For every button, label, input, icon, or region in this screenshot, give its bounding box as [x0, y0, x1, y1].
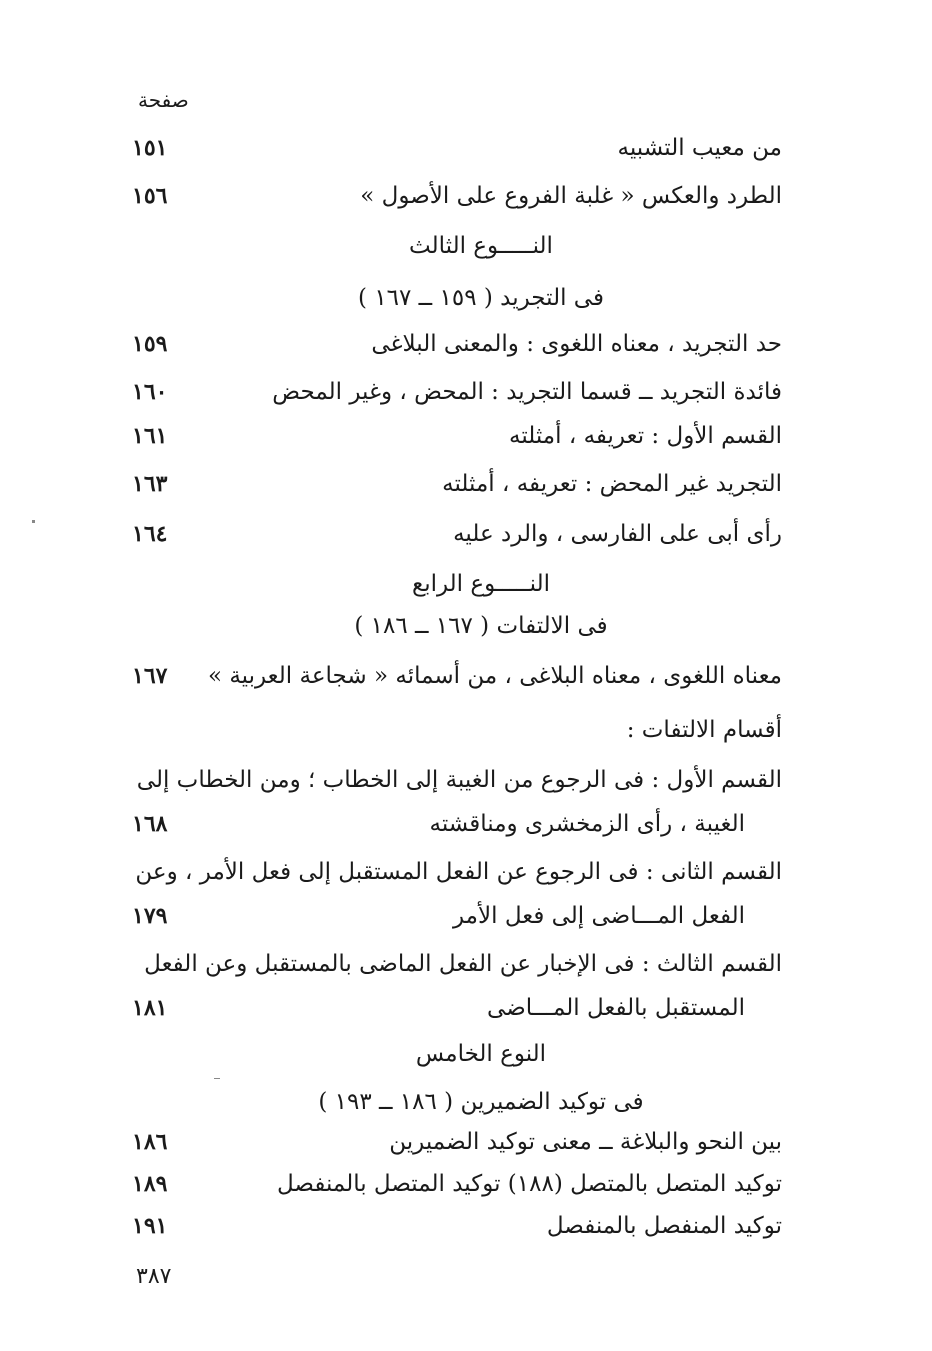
section-title: النـــــوع الثالث [409, 233, 553, 259]
index-entry-page: ١٦٨ [132, 811, 168, 837]
index-entry-page: ١٦٧ [132, 663, 168, 689]
index-entry-page: ١٨٦ [132, 1129, 168, 1155]
index-entry-text: فائدة التجريد ــ قسما التجريد : المحض ، وغير المحض [272, 379, 782, 405]
division-line: القسم الثالث : فى الإخبار عن الفعل الماضى بالمستقبل وعن الفعل [144, 951, 782, 977]
index-entry-page: ١٦٤ [132, 521, 168, 547]
index-entry-text: حد التجريد ، معناه اللغوى : والمعنى البلاغى [371, 331, 782, 357]
division-line: القسم الأول : فى الرجوع من الغيبة إلى الخطاب ؛ ومن الخطاب إلى [136, 767, 782, 793]
index-entry-text: من معيب التشبيه [617, 135, 782, 161]
index-entry-text: توكيد المنفصل بالمنفصل [546, 1213, 782, 1239]
index-entry-page: ١٨١ [132, 995, 168, 1021]
index-entry-page: ١٥٦ [132, 183, 168, 209]
index-entry-text: معناه اللغوى ، معناه البلاغى ، من أسمائه « شجاعة العربية » [207, 663, 782, 689]
index-entry-page: ١٩١ [132, 1213, 168, 1239]
index-entry-page: ١٦٠ [132, 379, 168, 405]
index-entry-text: توكيد المتصل بالمتصل (١٨٨) توكيد المتصل بالمنفصل [276, 1171, 782, 1197]
index-entry-page: ١٥١ [132, 135, 168, 161]
scan-speck [32, 520, 35, 523]
division-line: القسم الثانى : فى الرجوع عن الفعل المستقبل إلى فعل الأمر ، وعن [135, 859, 782, 885]
division-line-continued: المستقبل بالفعل المـــاضى [487, 995, 745, 1021]
scan-speck [214, 1078, 220, 1079]
index-entry-page: ١٦٣ [132, 471, 168, 497]
index-entry-text: القسم الأول : تعريفه ، أمثلته [508, 423, 782, 449]
section-subtitle: فى الالتفات ( ١٦٧ ــ ١٨٦ ) [354, 613, 608, 639]
section-title: النوع الخامس [415, 1041, 547, 1067]
page-number: ٣٨٧ [136, 1264, 172, 1289]
index-entry-text: الطرد والعكس « غلبة الفروع على الأصول » [360, 183, 782, 209]
index-entry-text: التجريد غير المحض : تعريفه ، أمثلته [442, 471, 782, 497]
index-entry-text: رأى أبى على الفارسى ، والرد عليه [453, 521, 782, 547]
section-title: النـــــوع الرابع [411, 571, 551, 597]
page-column-label: صفحة [138, 88, 189, 112]
section-subtitle: فى التجريد ( ١٥٩ ــ ١٦٧ ) [358, 285, 604, 311]
section-subtitle: فى توكيد الضميرين ( ١٨٦ ــ ١٩٣ ) [318, 1089, 644, 1115]
division-line-continued: الفعل المـــاضى إلى فعل الأمر [452, 903, 745, 929]
index-entry-page: ١٥٩ [132, 331, 168, 357]
index-entry-page: ١٧٩ [132, 903, 168, 929]
divisions-label: أقسام الالتفات : [626, 717, 782, 743]
index-entry-page: ١٦١ [132, 423, 168, 449]
index-entry-text: بين النحو والبلاغة ــ معنى توكيد الضميرين [389, 1129, 782, 1155]
index-entry-page: ١٨٩ [132, 1171, 168, 1197]
division-line-continued: الغيبة ، رأى الزمخشرى ومناقشته [429, 811, 745, 837]
